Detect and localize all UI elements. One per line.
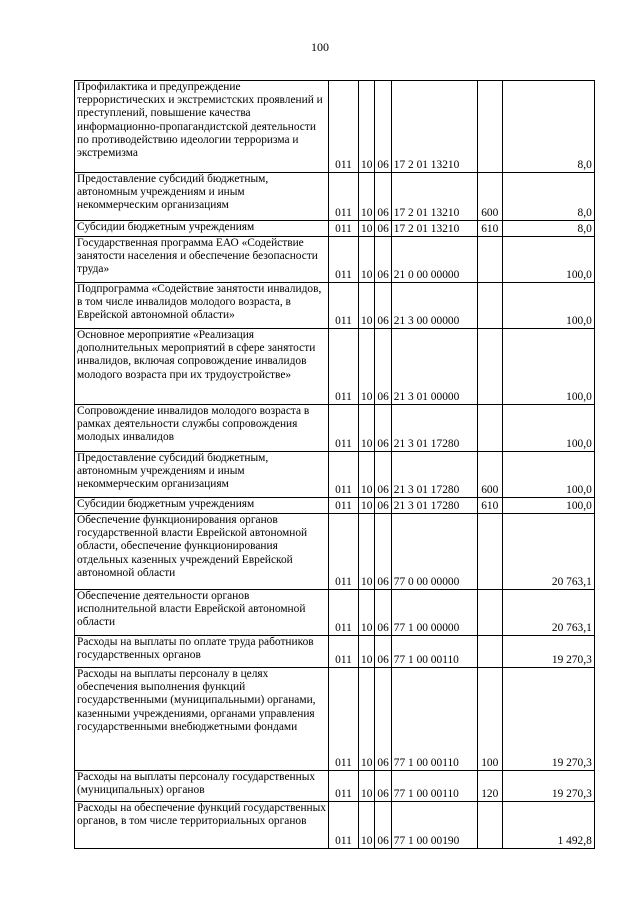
- table-row: [75, 221, 595, 237]
- section-code: 10: [359, 514, 375, 590]
- ved-code: 011: [329, 452, 359, 498]
- subsection-code: 06: [375, 405, 391, 452]
- expense-type-code: [477, 329, 502, 405]
- subsection-code: 06: [375, 221, 391, 237]
- table-row: [75, 329, 595, 405]
- row-name: Подпрограмма «Содействие занятости инвалидов, в том числе инвалидов молодого возраста, в Еврейской автономной области»: [75, 283, 329, 329]
- row-name: Сопровождение инвалидов молодого возраста в рамках деятельности службы сопровождения молодых инвалидов: [75, 405, 329, 452]
- ved-code: 011: [329, 405, 359, 452]
- amount: 100,0: [502, 405, 594, 452]
- row-name: Субсидии бюджетным учреждениям: [75, 498, 329, 514]
- table-row: [75, 283, 595, 329]
- amount: 19 270,3: [502, 668, 594, 771]
- amount: 100,0: [502, 452, 594, 498]
- target-article-code: 17 2 01 13210: [391, 173, 477, 221]
- ved-code: 011: [329, 329, 359, 405]
- row-name: Основное мероприятие «Реализация дополнительных мероприятий в сфере занятости инвалидов, включая сопровождение инвалидов молодого возраста при их трудоустройстве»: [75, 329, 329, 405]
- ved-code: 011: [329, 590, 359, 636]
- target-article-code: 21 3 01 17280: [391, 498, 477, 514]
- subsection-code: 06: [375, 668, 391, 771]
- ved-code: 011: [329, 81, 359, 173]
- table-row: [75, 237, 595, 283]
- row-name: Расходы на выплаты персоналу в целях обеспечения выполнения функций государственными (муниципальными) органами, казенными учреждениями, органами управления государственными внебюджетными фондами: [75, 668, 329, 771]
- table-row: [75, 636, 595, 668]
- row-name: Обеспечение функционирования органов государственной власти Еврейской автономной области, обеспечение функционирования отдельных казенных учреждений Еврейской автономной области: [75, 514, 329, 590]
- section-code: 10: [359, 802, 375, 849]
- ved-code: 011: [329, 636, 359, 668]
- ved-code: 011: [329, 514, 359, 590]
- amount: 20 763,1: [502, 590, 594, 636]
- row-name: Предоставление субсидий бюджетным, автономным учреждениям и иным некоммерческим организациям: [75, 452, 329, 498]
- target-article-code: 21 3 01 17280: [391, 405, 477, 452]
- section-code: 10: [359, 81, 375, 173]
- subsection-code: 06: [375, 771, 391, 802]
- subsection-code: 06: [375, 283, 391, 329]
- subsection-code: 06: [375, 81, 391, 173]
- row-name: Расходы на обеспечение функций государственных органов, в том числе территориальных органов: [75, 802, 329, 849]
- target-article-code: 77 1 00 00190: [391, 802, 477, 849]
- section-code: 10: [359, 173, 375, 221]
- ved-code: 011: [329, 498, 359, 514]
- section-code: 10: [359, 405, 375, 452]
- table-row: [75, 771, 595, 802]
- expense-type-code: [477, 283, 502, 329]
- row-name: Профилактика и предупреждение террористических и экстремистских проявлений и преступлений, повышение качества информационно-пропагандистской деятельности по противодействию идеологии терроризма и экстремизма: [75, 81, 329, 173]
- ved-code: 011: [329, 237, 359, 283]
- amount: 100,0: [502, 237, 594, 283]
- target-article-code: 77 1 00 00110: [391, 771, 477, 802]
- expense-type-code: 600: [477, 452, 502, 498]
- expense-type-code: [477, 81, 502, 173]
- expense-type-code: 600: [477, 173, 502, 221]
- target-article-code: 17 2 01 13210: [391, 221, 477, 237]
- amount: 1 492,8: [502, 802, 594, 849]
- subsection-code: 06: [375, 636, 391, 668]
- table-row: [75, 452, 595, 498]
- table-row: [75, 590, 595, 636]
- ved-code: 011: [329, 221, 359, 237]
- section-code: 10: [359, 283, 375, 329]
- expense-type-code: [477, 590, 502, 636]
- section-code: 10: [359, 498, 375, 514]
- ved-code: 011: [329, 771, 359, 802]
- target-article-code: 77 1 00 00000: [391, 590, 477, 636]
- section-code: 10: [359, 452, 375, 498]
- table-row: [75, 668, 595, 771]
- expense-type-code: [477, 636, 502, 668]
- subsection-code: 06: [375, 498, 391, 514]
- ved-code: 011: [329, 802, 359, 849]
- expense-type-code: 100: [477, 668, 502, 771]
- expense-type-code: [477, 802, 502, 849]
- target-article-code: 21 3 01 17280: [391, 452, 477, 498]
- section-code: 10: [359, 771, 375, 802]
- ved-code: 011: [329, 668, 359, 771]
- subsection-code: 06: [375, 802, 391, 849]
- amount: 100,0: [502, 283, 594, 329]
- row-name: Расходы на выплаты персоналу государственных (муниципальных) органов: [75, 771, 329, 802]
- amount: 19 270,3: [502, 636, 594, 668]
- ved-code: 011: [329, 283, 359, 329]
- target-article-code: 21 0 00 00000: [391, 237, 477, 283]
- amount: 100,0: [502, 498, 594, 514]
- section-code: 10: [359, 221, 375, 237]
- ved-code: 011: [329, 173, 359, 221]
- amount: 20 763,1: [502, 514, 594, 590]
- row-name: Субсидии бюджетным учреждениям: [75, 221, 329, 237]
- row-name: Предоставление субсидий бюджетным, автономным учреждениям и иным некоммерческим организациям: [75, 173, 329, 221]
- subsection-code: 06: [375, 452, 391, 498]
- amount: 8,0: [502, 221, 594, 237]
- table-row: [75, 81, 595, 173]
- section-code: 10: [359, 668, 375, 771]
- section-code: 10: [359, 237, 375, 283]
- subsection-code: 06: [375, 590, 391, 636]
- target-article-code: 77 1 00 00110: [391, 636, 477, 668]
- section-code: 10: [359, 590, 375, 636]
- target-article-code: 17 2 01 13210: [391, 81, 477, 173]
- expense-type-code: [477, 514, 502, 590]
- expense-type-code: [477, 405, 502, 452]
- target-article-code: 77 0 00 00000: [391, 514, 477, 590]
- amount: 8,0: [502, 81, 594, 173]
- subsection-code: 06: [375, 173, 391, 221]
- amount: 19 270,3: [502, 771, 594, 802]
- section-code: 10: [359, 636, 375, 668]
- target-article-code: 21 3 00 00000: [391, 283, 477, 329]
- expense-type-code: 610: [477, 221, 502, 237]
- expense-type-code: [477, 237, 502, 283]
- row-name: Обеспечение деятельности органов исполнительной власти Еврейской автономной области: [75, 590, 329, 636]
- table-row: [75, 514, 595, 590]
- expense-type-code: 120: [477, 771, 502, 802]
- row-name: Государственная программа ЕАО «Содействие занятости населения и обеспечение безопасности труда»: [75, 237, 329, 283]
- amount: 100,0: [502, 329, 594, 405]
- table-row: [75, 405, 595, 452]
- expense-type-code: 610: [477, 498, 502, 514]
- target-article-code: 77 1 00 00110: [391, 668, 477, 771]
- row-name: Расходы на выплаты по оплате труда работников государственных органов: [75, 636, 329, 668]
- page-number: 100: [311, 40, 329, 54]
- table-row: [75, 498, 595, 514]
- subsection-code: 06: [375, 514, 391, 590]
- target-article-code: 21 3 01 00000: [391, 329, 477, 405]
- amount: 8,0: [502, 173, 594, 221]
- table-row: [75, 802, 595, 849]
- subsection-code: 06: [375, 329, 391, 405]
- subsection-code: 06: [375, 237, 391, 283]
- table-row: [75, 173, 595, 221]
- budget-table: [74, 80, 595, 849]
- section-code: 10: [359, 329, 375, 405]
